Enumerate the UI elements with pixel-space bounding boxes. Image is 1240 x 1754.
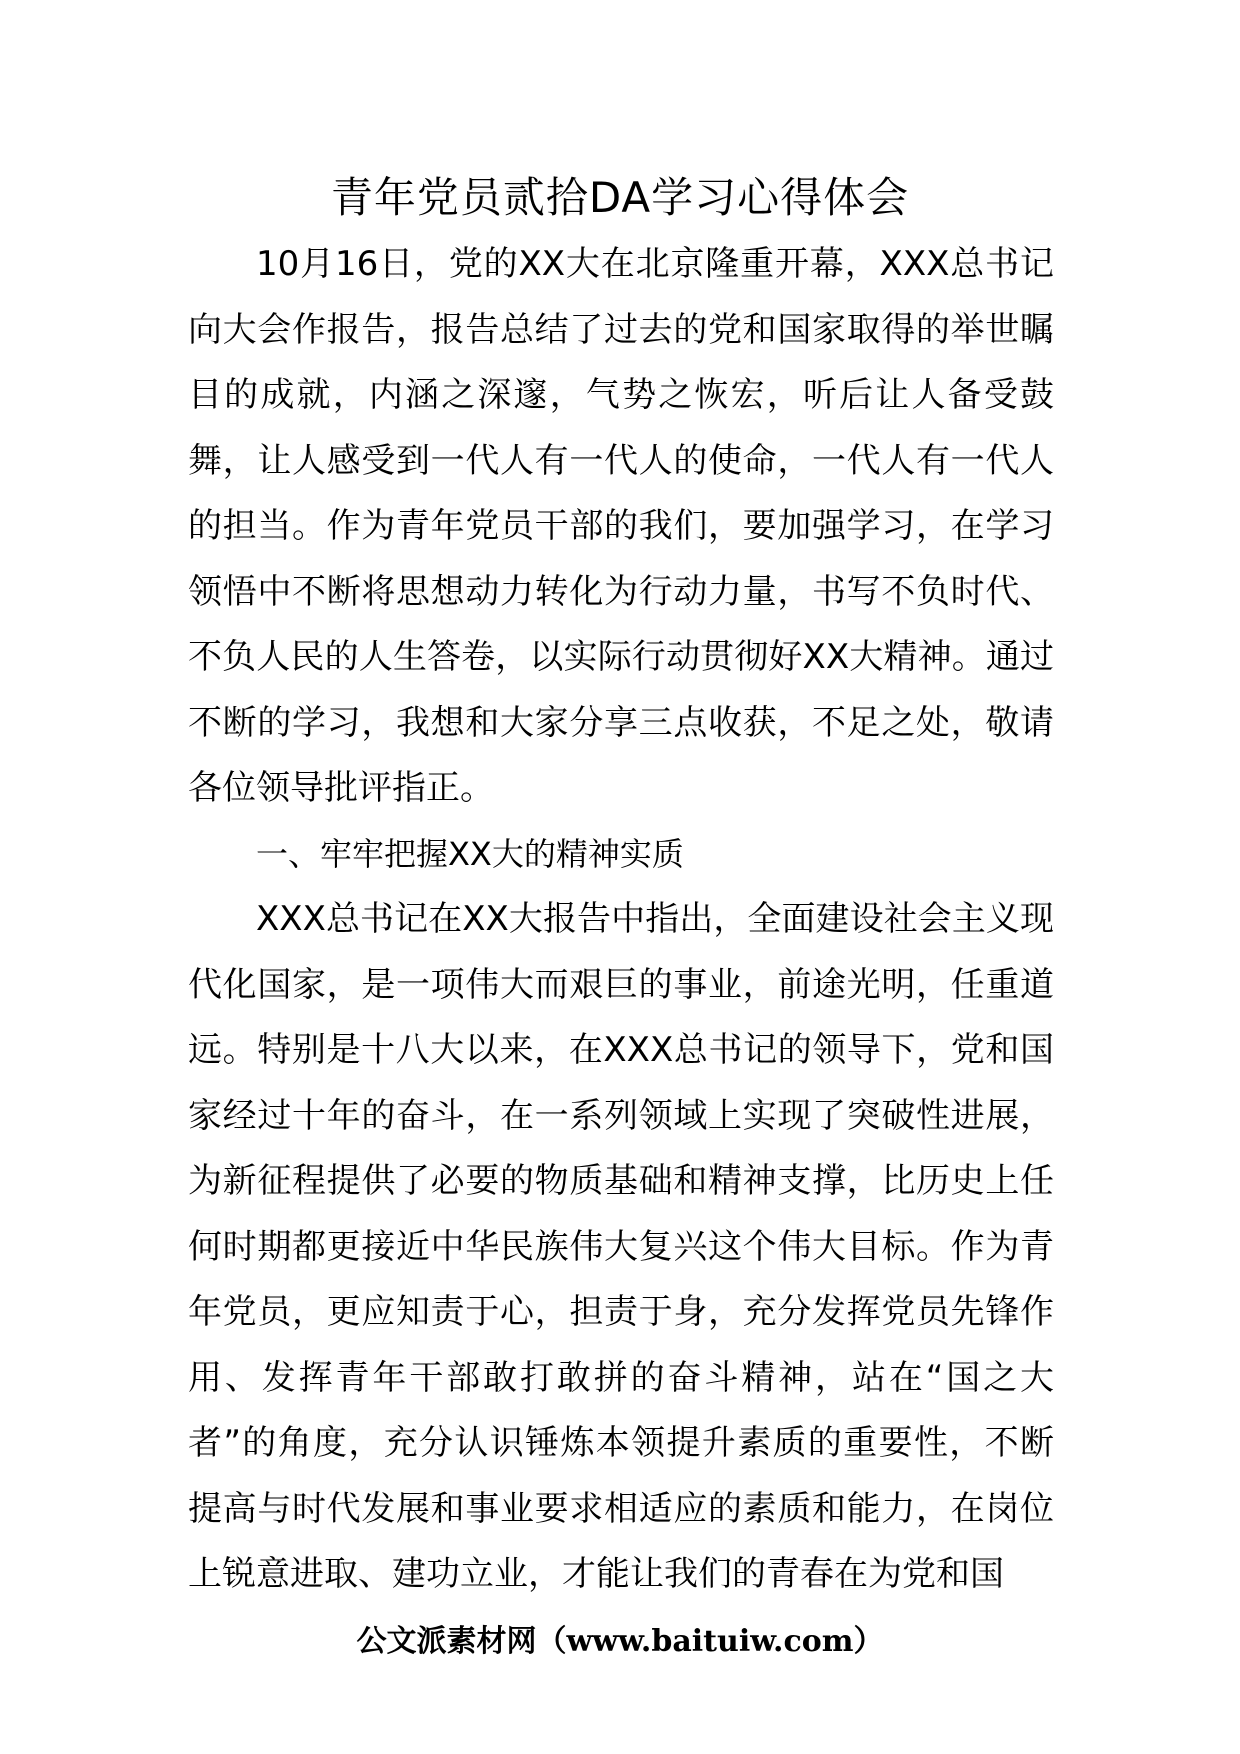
- document-title: 青年党员贰拾DA学习心得体会: [330, 173, 910, 222]
- footer-watermark: 公文派素材网（www.baituiw.com）: [356, 1624, 884, 1659]
- section-heading: 一、牢牢把握XX大的精神实质: [256, 834, 684, 873]
- paragraph-section-one: XXX总书记在XX大报告中指出，全面建设社会主义现代化国家，是一项伟大而艰巨的事业，前途光明，任重道远。特别是十八大以来，在XXX总书记的领导下，党和国家经过十年的奋斗，在一系列领域上实现了突破性进展，为新征程提供了必要的物质基础和精神支撑，比历史上任何时期都更接近中华民族伟大复兴这个伟大目标。作为青年党员，更应知责于心，担责于身，充分发挥党员先锋作用、发挥青年干部敢打敢拼的奋斗精神，站在“国之大者”的角度，充分认识锤炼本领提升素质的重要性，不断提高与时代发展和事业要求相适应的素质和能力，在岗位上锐意进取、建功立业，才能让我们的青春在为党和国: [188, 899, 1054, 1594]
- document-body: [188, 232, 1054, 1608]
- paragraph-intro: 10月16日，党的XX大在北京隆重开幕，XXX总书记向大会作报告，报告总结了过去的党和国家取得的举世瞩目的成就，内涵之深邃，气势之恢宏，听后让人备受鼓舞，让人感受到一代人有一代人的使命，一代人有一代人的担当。作为青年党员干部的我们，要加强学习，在学习领悟中不断将思想动力转化为行动力量，书写不负时代、不负人民的人生答卷，以实际行动贯彻好XX大精神。通过不断的学习，我想和大家分享三点收获，不足之处，敬请各位领导批评指正。: [188, 244, 1054, 808]
